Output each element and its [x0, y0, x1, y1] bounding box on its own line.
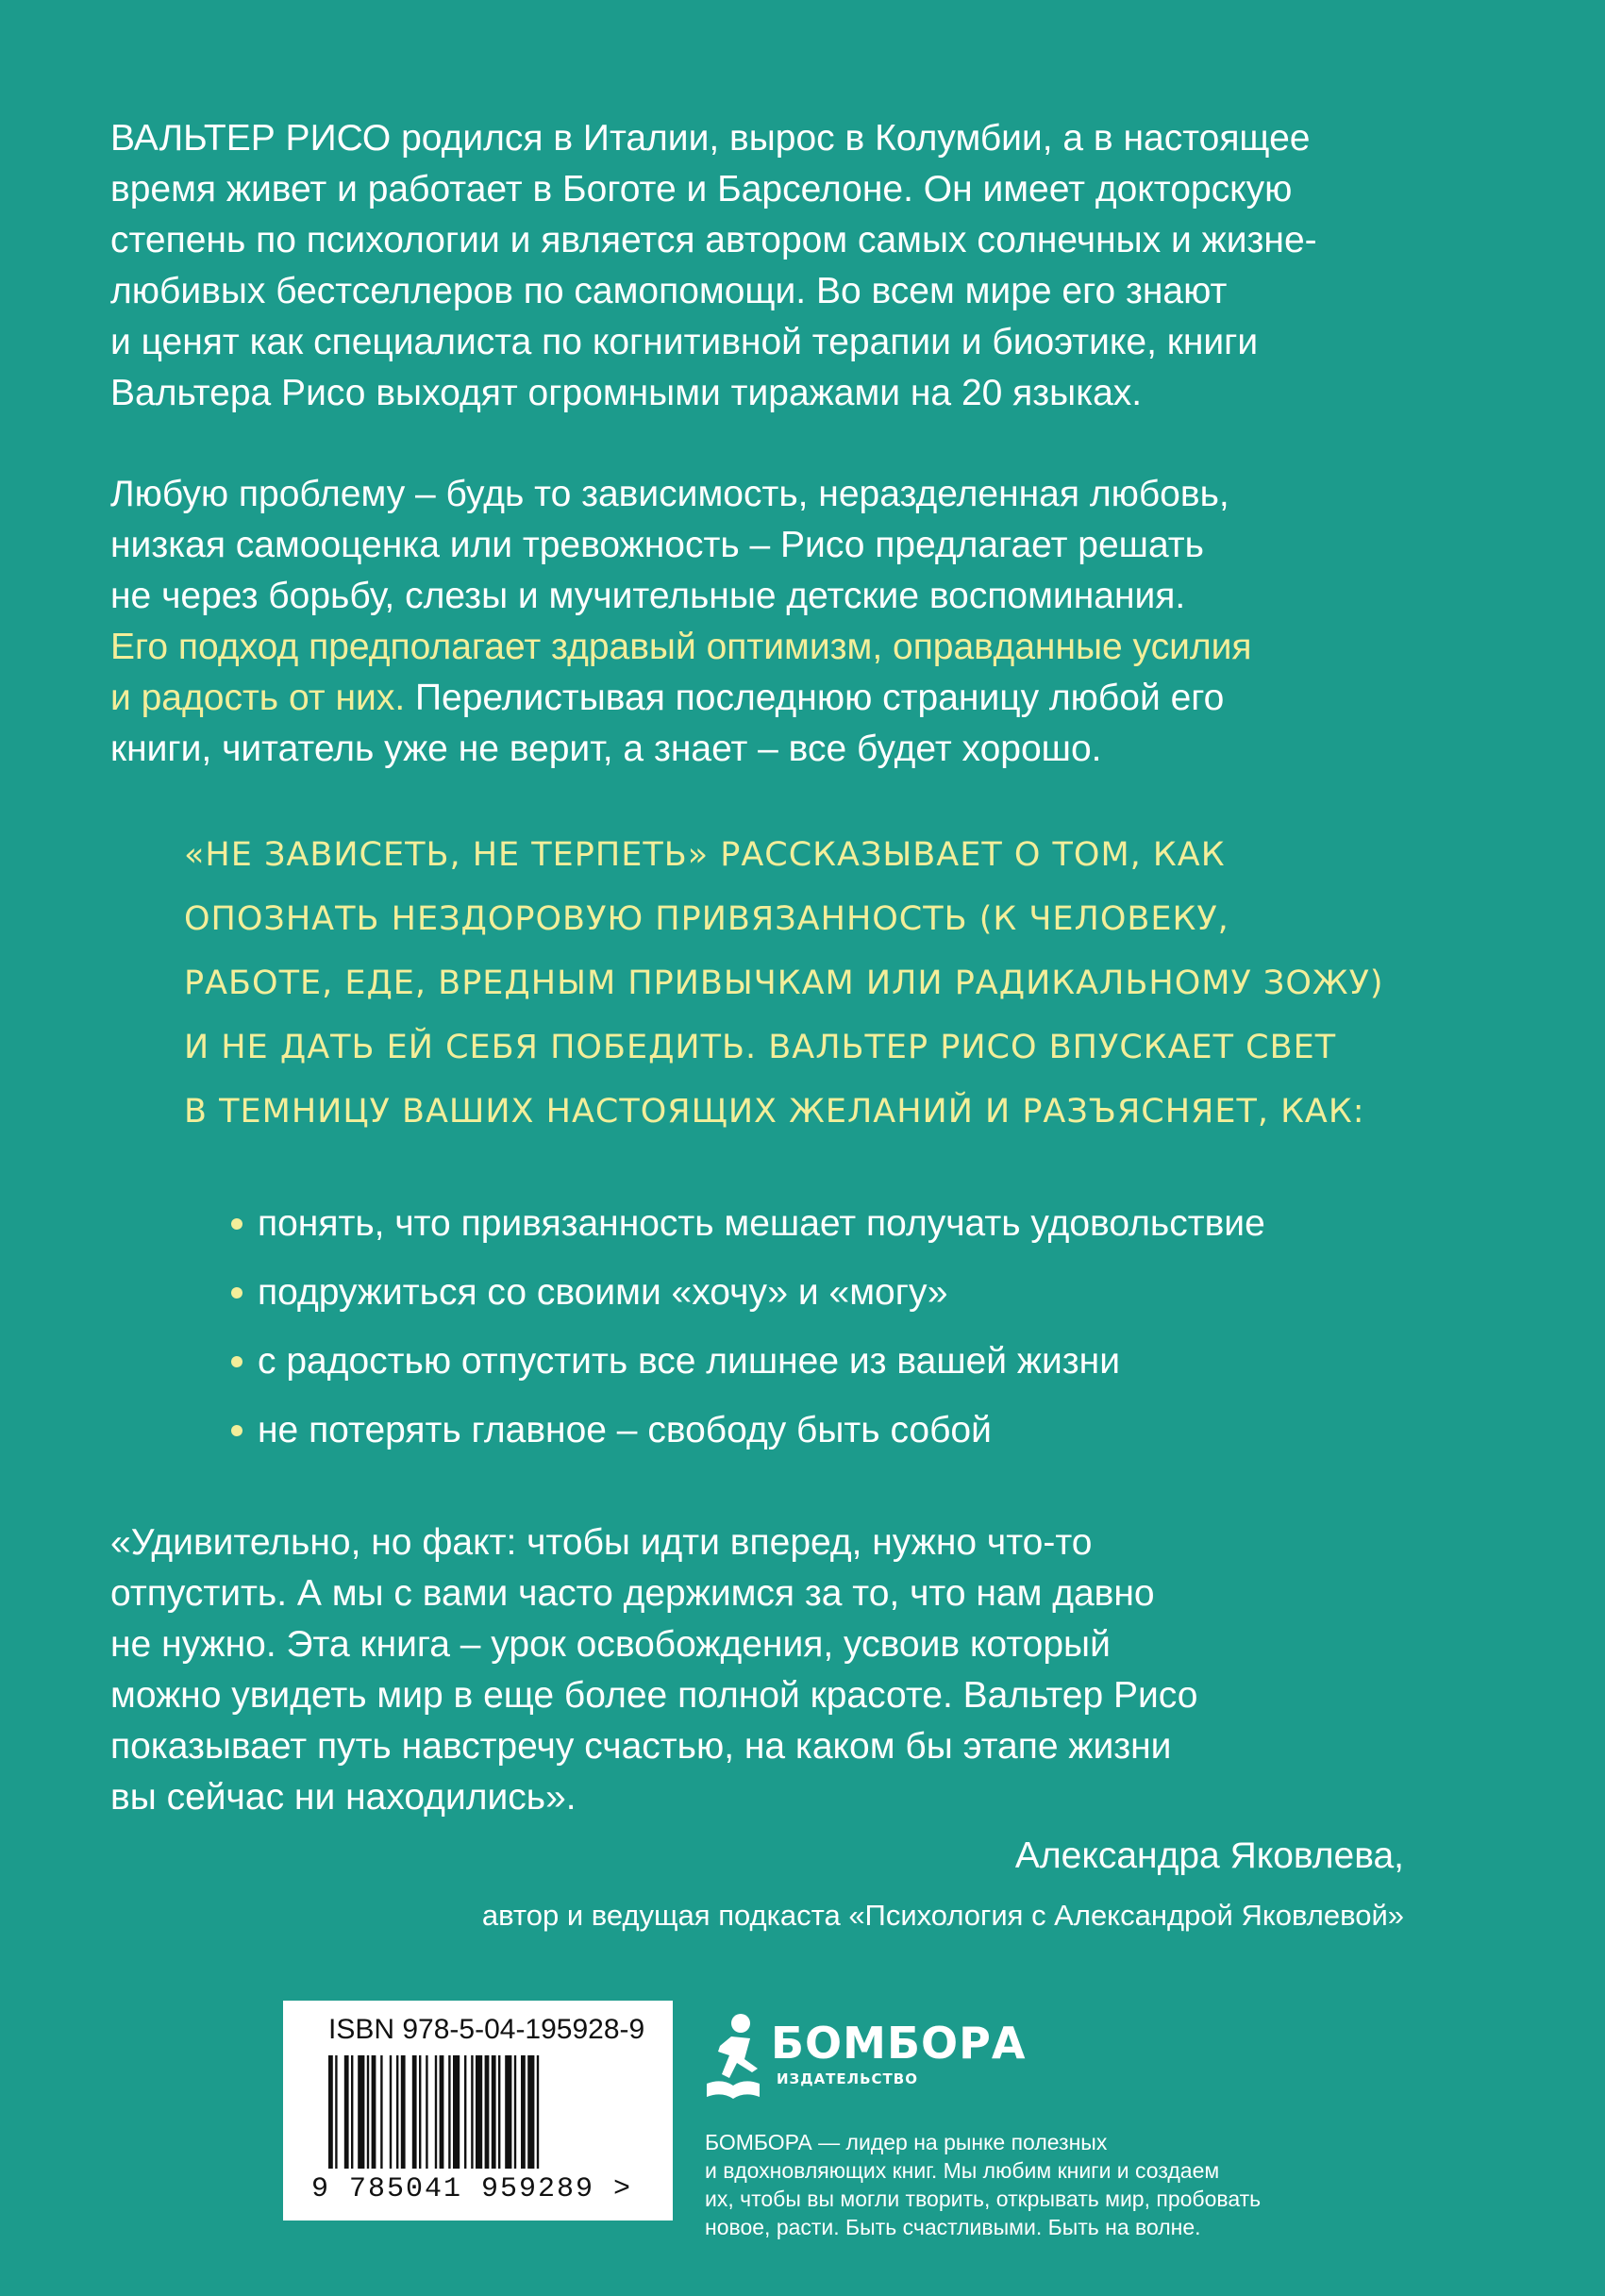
list-item: понять, что привязанность мешает получать удовольствие — [231, 1189, 1265, 1258]
barcode-bar — [492, 2055, 496, 2169]
barcode-bar — [380, 2055, 382, 2169]
barcode-bar — [448, 2055, 450, 2169]
barcode-bar — [396, 2055, 398, 2169]
quote-author-role: автор и ведущая подкаста «Психология с Александрой Яковлевой» — [481, 1899, 1404, 1932]
barcode-bar — [367, 2055, 369, 2169]
bullet-dot-icon — [231, 1287, 242, 1299]
barcode-bar — [453, 2055, 460, 2169]
approach-highlight: Его подход предполагает здравый оптимизм, оправданные усилия и радость от них. — [110, 627, 1252, 718]
barcode-bar — [351, 2055, 353, 2169]
benefits-list — [231, 1189, 1265, 1465]
barcode-bar — [521, 2055, 526, 2169]
barcode-bar — [419, 2055, 421, 2169]
isbn-label: ISBN 978-5-04-195928-9 — [328, 2014, 645, 2045]
barcode-bars — [328, 2055, 611, 2169]
barcode-bar — [335, 2055, 337, 2169]
publisher-name: БОМБОРА — [771, 2018, 1027, 2069]
barcode-bar — [485, 2055, 490, 2169]
barcode-bar — [328, 2055, 333, 2169]
barcode-bar — [358, 2055, 364, 2169]
isbn-barcode — [283, 2001, 673, 2221]
bullet-dot-icon — [231, 1218, 242, 1230]
barcode-bar — [440, 2055, 444, 2169]
barcode-digits: 9 785041 959289 > — [311, 2173, 633, 2205]
approach-paragraph — [110, 469, 1413, 775]
publisher-logo — [703, 2010, 1027, 2114]
barcode-bar — [505, 2055, 511, 2169]
barcode-bar — [514, 2055, 516, 2169]
publisher-subtitle: ИЗДАТЕЛЬСТВО — [777, 2070, 918, 2087]
book-summary-caps: «НЕ ЗАВИСЕТЬ, НЕ ТЕРПЕТЬ» РАССКАЗЫВАЕТ О ТОМ, КАК ОПОЗНАТЬ НЕЗДОРОВУЮ ПРИВЯЗАННОСТЬ (К ЧЕЛОВЕКУ, РАБОТЕ, ЕДЕ, ВРЕДНЫМ ПРИВЫЧКАМ ИЛИ РАДИКАЛЬНОМУ ЗОЖУ) И НЕ ДАТЬ ЕЙ СЕБЯ ПОБЕДИТЬ. ВАЛЬТЕР РИСО ВПУСКАЕТ СВЕТ В ТЕМНИЦУ ВАШИХ НАСТОЯЩИХ ЖЕЛАНИЙ И РАЗЪЯСНЯЕТ, КАК: — [184, 836, 1384, 1131]
barcode-bar — [390, 2055, 392, 2169]
author-bio: ВАЛЬТЕР РИСО родился в Италии, вырос в Колумбии, а в настоящее время живет и работает в Боготе и Барселоне. Он имеет докторскую степень по психологии и является автором самых солнечных и жизне- любивых бестселлеров по самопомощи. Во всем мире его знают и ценят как специалиста по когнитивной терапии и биоэтике, книги Вальтера Рисо выходят огромными тиражами на 20 языках. — [110, 118, 1317, 413]
barcode-bar — [412, 2055, 417, 2169]
barcode-bar — [471, 2055, 473, 2169]
testimonial-quote: «Удивительно, но факт: чтобы идти вперед, нужно что-то отпустить. А мы с вами часто держимся за то, что нам давно не нужно. Эта книга – урок освобождения, усвоив который можно увидеть мир в еще более полной красоте. Вальтер Рисо показывает путь навстречу счастью, на каком бы этапе жизни вы сейчас ни находились». — [110, 1522, 1198, 1818]
list-item: с радостью отпустить все лишнее из вашей жизни — [231, 1327, 1265, 1396]
barcode-bar — [527, 2055, 534, 2169]
barcode-bar — [464, 2055, 466, 2169]
barcode-bar — [476, 2055, 482, 2169]
barcode-bar — [435, 2055, 437, 2169]
barcode-bar — [426, 2055, 427, 2169]
barcode-bar — [401, 2055, 406, 2169]
bullet-dot-icon — [231, 1425, 242, 1436]
publisher-description: БОМБОРА — лидер на рынке полезных и вдохновляющих книг. Мы любим книги и создаем их, чтобы вы могли творить, открывать мир, пробовать новое, расти. Быть счастливыми. Быть на волне. — [705, 2130, 1262, 2239]
approach-rest: Перелистывая последнюю страницу любой его книги, читатель уже не верит, а знает – все будет хорошо. — [110, 678, 1225, 769]
list-item: не потерять главное – свободу быть собой — [231, 1396, 1265, 1465]
barcode-bar — [537, 2055, 539, 2169]
runner-book-icon — [703, 2010, 763, 2104]
barcode-bar — [344, 2055, 349, 2169]
bullet-dot-icon — [231, 1356, 242, 1367]
list-item: подружиться со своими «хочу» и «могу» — [231, 1258, 1265, 1327]
barcode-bar — [498, 2055, 500, 2169]
approach-lead: Любую проблему – будь то зависимость, неразделенная любовь, низкая самооценка или тревожность – Рисо предлагает решать не через борьбу, слезы и мучительные детские воспоминания. — [110, 474, 1229, 616]
barcode-bar — [372, 2055, 376, 2169]
quote-author: Александра Яковлева, — [1014, 1835, 1404, 1876]
